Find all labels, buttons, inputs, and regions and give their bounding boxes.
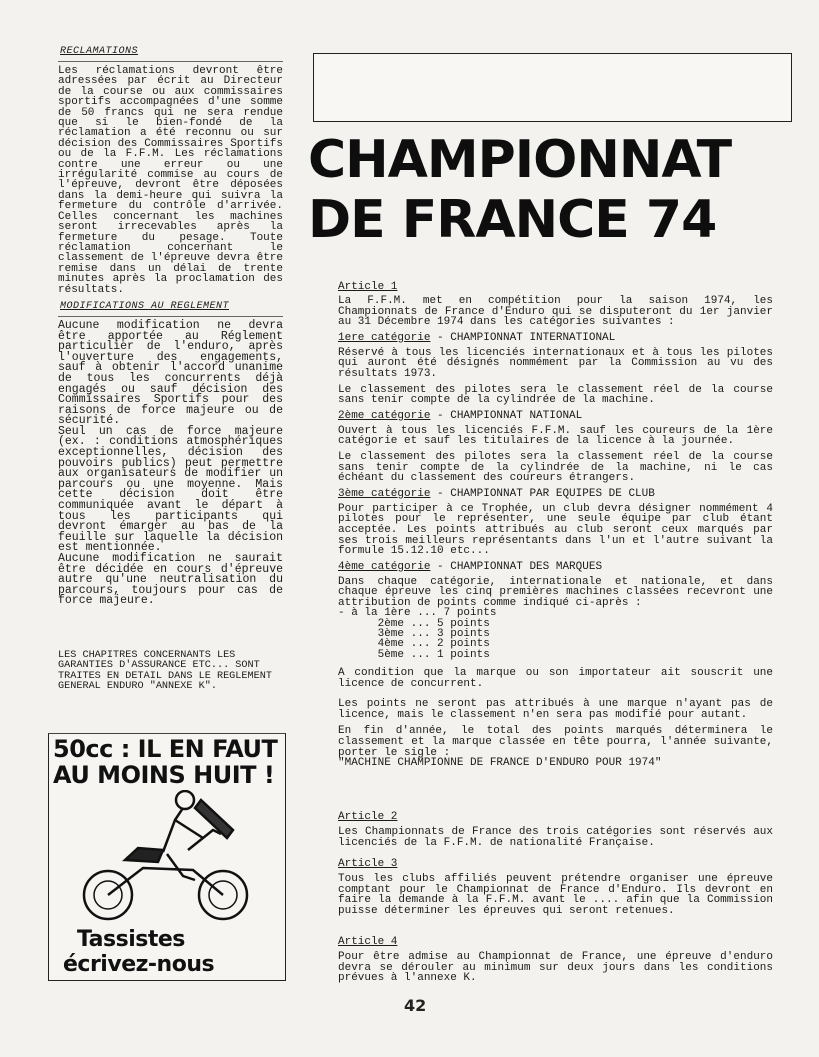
ad-box: [48, 733, 286, 981]
ad-title-line1: 50cc : IL EN FAUT: [53, 735, 278, 763]
ad-footer: [63, 927, 214, 977]
cat1-text2: Le classement des pilotes sera le classement réel de la course sans tenir compte de la cylindrée de la machine.: [338, 383, 773, 407]
chapitres-note: LES CHAPITRES CONCERNANTS LES GARANTIES D'ASSURANCE ETC... SONT TRAITES EN DETAIL DANS LE REGLEMENT GENERAL ENDURO "ANNEXE K".: [58, 649, 272, 693]
fin-annee-text: En fin d'année, le total des points marqués déterminera le classement et la marque classée en tête pourra, l'année suivante, porter le sigle :: [338, 725, 773, 759]
ad-title-line2: AU MOINS HUIT !: [53, 761, 275, 789]
article1-section: [338, 281, 773, 293]
points-list: [338, 608, 773, 659]
cat3-text: Pour participer à ce Trophée, un club devra désigner nommément 4 pilotes pour le représenter, une seule équipe par club étant acceptée. Les points attribués au club seront ceux marqués par ses trois meilleurs représentants dans l'un et l'autre suivant la formule 15.12.10 etc...: [338, 502, 773, 558]
top-empty-box: [313, 53, 792, 122]
article3-heading: Article 3: [338, 858, 398, 870]
condition-text: A condition que la marque ou son importateur ait souscrit une licence de concurrent.: [338, 666, 773, 690]
cat4-text: Dans chaque catégorie, internationale et nationale, et dans chaque épreuve les cinq premières machines classées recevront une attribution de points comme indiqué ci-après :: [338, 575, 773, 609]
cat3-heading: [338, 488, 773, 500]
article2-heading: Article 2: [338, 811, 398, 823]
ad-footer-line1: Tassistes: [77, 927, 185, 952]
cat1-name: - CHAMPIONNAT INTERNATIONAL: [430, 331, 616, 344]
cat1-text: Réservé à tous les licenciés internationaux et à tous les pilotes qui auront été désignés nommément par la Commission au vu des résultats 1973.: [338, 346, 773, 380]
article2-section: [338, 811, 773, 848]
sigle-text: "MACHINE CHAMPIONNE DE FRANCE D'ENDURO POUR 1974": [338, 757, 662, 770]
points-row-4: 4ème ... 2 points: [338, 638, 490, 651]
cat2-label: 2ème catégorie: [338, 409, 431, 422]
article4-heading: Article 4: [338, 936, 398, 948]
cat1-heading: [338, 332, 773, 344]
cat4-name: - CHAMPIONNAT DES MARQUES: [430, 560, 603, 573]
points-not-text: Les points ne seront pas attribués à une marque n'ayant pas de licence, mais le classement n'en sera pas modifié pour autant.: [338, 698, 773, 721]
cat2-text2: Le classement des pilotes sera la classement réel de la course sans tenir compte de la cylindrée de la machine, ni le cas échéant du classement des coureurs étrangers.: [338, 450, 773, 485]
cat2-text: Ouvert à tous les licenciés F.F.M. sauf les coureurs de la 1ère catégorie et sauf les titulaires de la licence à la journée.: [338, 424, 773, 448]
moped-rider-illustration: [63, 790, 273, 930]
article4-section: [338, 936, 773, 984]
left-column: [58, 46, 283, 703]
modifications-text: Aucune modification ne devra être apportée au Réglement particulier de l'enduro, après l'ouverture des engagements, sauf à obtenir l'accord unanime de tous les concurrents déjà engagés ou sauf décision des Commissaires Sportifs pour des raisons de force majeure ou de sécurité.: [58, 316, 283, 427]
headline-line1: CHAMPIONNAT: [308, 130, 732, 190]
cat4-heading: [338, 561, 773, 573]
cat3-label: 3ème catégorie: [338, 487, 431, 500]
headline-line2: DE FRANCE 74: [308, 190, 717, 250]
cat1-label: 1ere catégorie: [338, 331, 431, 344]
points-row-2: 2ème ... 5 points: [338, 617, 490, 630]
headline: [308, 130, 798, 250]
neutralisation-text: Aucune modification ne saurait être décidée en cours d'épreuve autre qu'une neutralisation du parcours, toujours pour cas de force majeure.: [58, 552, 283, 608]
force-majeure-text: Seul un cas de force majeure (ex. : conditions atmosphériques exceptionnelles, décision des pouvoirs publics) peut permettre aux organisateurs de modifier un parcours ou une moyenne. Mais cette décision doit être communiquée avant le départ à tous les participants qui devront émarger au bas de la feuille sur laquelle la décision est mentionnée.: [58, 424, 283, 555]
cat3-name: - CHAMPIONNAT PAR EQUIPES DE CLUB: [430, 487, 655, 500]
points-row-3: 3ème ... 3 points: [338, 628, 490, 641]
cat2-heading: [338, 410, 773, 422]
ad-footer-line2: écrivez-nous: [63, 952, 215, 977]
points-row-5: 5ème ... 1 points: [338, 648, 490, 661]
article3-text: Tous les clubs affiliés peuvent prétendre organiser une épreuve comptant pour le Championnat de France d'Enduro. Ils devront en faire la demande à la F.F.M. avant le .... afin que la Commission puisse déterminer les épreuves qui seront retenues.: [338, 873, 773, 917]
points-row-1: - à la 1ère ... 7 points: [338, 607, 497, 620]
article4-text: Pour être admise au Championnat de France, une épreuve d'enduro devra se dérouler au minimum sur deux jours dans les conditions prévues à l'annexe K.: [338, 951, 773, 985]
cat4-label: 4ème catégorie: [338, 560, 431, 573]
article3-section: [338, 858, 773, 916]
article2-text: Les Championnats de France des trois catégories sont réservés aux licenciés de la F.F.M. de nationalité Française.: [338, 826, 773, 849]
cat2-name: - CHAMPIONNAT NATIONAL: [430, 409, 583, 422]
article1-heading: Article 1: [338, 281, 398, 293]
article1-body: [338, 296, 773, 769]
reclamations-text: Les réclamations devront être adressées par écrit au Directeur de la course ou aux commissaires sportifs accompagnées d'une somme de 50 francs qui ne sera rendue que si le bien-fondé de la réclamation a été reconnu ou sur décision des Commissaires Sportifs ou de la F.F.M. Les réclamations contre une erreur ou une irrégularité commise au cours de l'épreuve, devront être déposées dans la demi-heure qui suivra la fermeture du contrôle d'arrivée. Celles concernant les machines seront irrecevables après la fermeture du pesage. Toute réclamation concernant le classement de l'épreuve devra être remise dans un délai de trente minutes après la proclamation des résultats.: [58, 61, 283, 295]
reclamations-heading: RECLAMATIONS: [60, 46, 139, 57]
article1-intro: La F.F.M. met en compétition pour la saison 1974, les Championnats de France d'Enduro qui se disputeront du 1er janvier au 31 Décembre 1974 dans les catégories suivantes :: [338, 295, 773, 329]
modifications-heading: MODIFICATIONS AU REGLEMENT: [60, 300, 230, 312]
page-number: 42: [404, 996, 427, 1015]
